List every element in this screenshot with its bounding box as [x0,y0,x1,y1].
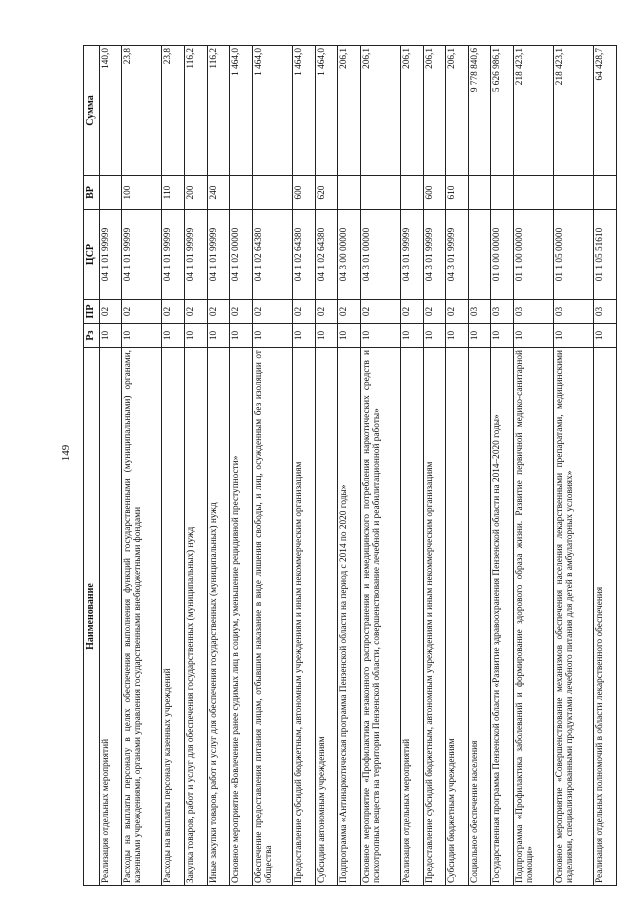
cell-sum: 5 626 986,1 [491,46,514,176]
cell-vr: 600 [423,176,446,210]
cell-name: Реализация отдельных полномочий в области лекарственного обеспечения [594,348,617,886]
cell-rz: 10 [162,324,185,348]
cell-csr: 04 3 01 99999 [400,210,423,300]
cell-pr: 03 [554,300,594,324]
cell-csr: 04 1 01 99999 [162,210,185,300]
table-row [468,46,491,886]
cell-name: Предоставление субсидий бюджетным, автономным учреждениям и иным некоммерческим организациям [423,348,446,886]
cell-vr: 600 [293,176,316,210]
table-row [207,46,230,886]
cell-vr: 110 [162,176,185,210]
cell-name: Обеспечение предоставления питания лицам, отбывшим наказание в виде лишения свободы, и лиц, осужденным без изоляции от общества [252,348,292,886]
cell-pr: 02 [446,300,469,324]
cell-rz: 10 [252,324,292,348]
cell-name: Предоставление субсидий бюджетным, автономным учреждениям и иным некоммерческим организациям [293,348,316,886]
cell-vr [360,176,400,210]
table-row [230,46,253,886]
cell-rz: 10 [400,324,423,348]
cell-name: Подпрограмма «Антинаркотическая программа Пензенской области на период с 2014 по 2020 годы» [338,348,361,886]
cell-sum: 23,8 [162,46,185,176]
cell-name: Реализация отдельных мероприятий [400,348,423,886]
table-row [338,46,361,886]
page-number: 149 [60,444,72,462]
cell-pr: 02 [293,300,316,324]
cell-rz: 10 [99,324,122,348]
cell-sum: 206,1 [338,46,361,176]
cell-name: Расходы на выплаты персоналу в целях обеспечения выполнения функций государственными (муниципальными) органами, казенными учреждениями, органами управления государственными внебюджетными фондами [122,348,162,886]
cell-rz: 10 [315,324,338,348]
cell-name: Государственная программа Пензенской области «Развитие здравоохранения Пензенской области на 2014–2020 годы» [491,348,514,886]
cell-csr: 01 1 05 51610 [594,210,617,300]
cell-vr [514,176,554,210]
cell-vr [230,176,253,210]
cell-sum: 1 464,0 [230,46,253,176]
cell-rz: 10 [468,324,491,348]
cell-sum: 116,2 [185,46,208,176]
cell-sum: 140,0 [99,46,122,176]
cell-pr: 03 [468,300,491,324]
cell-vr: 100 [122,176,162,210]
table-row [400,46,423,886]
cell-name: Реализация отдельных мероприятий [99,348,122,886]
cell-rz: 10 [423,324,446,348]
table-row [252,46,292,886]
cell-rz: 10 [491,324,514,348]
cell-sum: 116,2 [207,46,230,176]
cell-name: Основное мероприятие «Вовлечение ранее судимых лиц в социум, уменьшение рецидивной преступности» [230,348,253,886]
table-row [554,46,594,886]
cell-csr: 04 1 02 00000 [230,210,253,300]
cell-rz: 10 [360,324,400,348]
cell-name: Социальное обеспечение населения [468,348,491,886]
cell-name: Субсидии бюджетным учреждениям [446,348,469,886]
cell-pr: 02 [315,300,338,324]
cell-csr: 04 3 01 00000 [360,210,400,300]
cell-pr: 02 [99,300,122,324]
table-body [99,46,616,886]
cell-sum: 206,1 [400,46,423,176]
cell-pr: 02 [400,300,423,324]
cell-csr: 04 1 01 99999 [185,210,208,300]
budget-table [83,45,617,886]
table-row [99,46,122,886]
cell-pr: 02 [122,300,162,324]
cell-csr: 04 3 01 99999 [423,210,446,300]
cell-csr: 04 1 02 64380 [315,210,338,300]
cell-csr: 01 0 00 00000 [491,210,514,300]
cell-vr: 620 [315,176,338,210]
cell-vr [554,176,594,210]
cell-vr [99,176,122,210]
cell-rz: 10 [230,324,253,348]
cell-sum: 206,1 [360,46,400,176]
cell-pr: 02 [207,300,230,324]
cell-rz: 10 [446,324,469,348]
cell-pr: 03 [594,300,617,324]
cell-pr: 02 [338,300,361,324]
cell-name: Подпрограмма «Профилактика заболеваний и формирование здорового образа жизни. Развитие первичной медико-санитарной помощи» [514,348,554,886]
cell-csr: 04 3 00 00000 [338,210,361,300]
header-pr: ПР [84,300,100,324]
cell-csr: 04 1 02 64380 [252,210,292,300]
cell-rz: 10 [293,324,316,348]
header-name: Наименование [84,348,100,886]
table-row [122,46,162,886]
cell-sum: 9 778 840,6 [468,46,491,176]
table-row [185,46,208,886]
cell-pr: 02 [252,300,292,324]
cell-vr [252,176,292,210]
cell-pr: 02 [162,300,185,324]
cell-name: Закупка товаров, работ и услуг для обеспечения государственных (муниципальных) нужд [185,348,208,886]
cell-pr: 03 [514,300,554,324]
table-row [423,46,446,886]
cell-sum: 1 464,0 [252,46,292,176]
cell-vr: 610 [446,176,469,210]
cell-rz: 10 [514,324,554,348]
cell-pr: 02 [185,300,208,324]
cell-pr: 02 [423,300,446,324]
cell-sum: 206,1 [446,46,469,176]
cell-pr: 03 [491,300,514,324]
header-sum: Сумма [84,46,100,176]
cell-csr: 04 1 01 99999 [207,210,230,300]
cell-csr: 04 1 01 99999 [99,210,122,300]
cell-rz: 10 [122,324,162,348]
table-row [315,46,338,886]
cell-vr [338,176,361,210]
cell-csr: 04 3 01 99999 [446,210,469,300]
cell-csr: 01 1 05 00000 [554,210,594,300]
cell-sum: 1 464,0 [315,46,338,176]
table-row [360,46,400,886]
header-csr: ЦСР [84,210,100,300]
cell-vr [594,176,617,210]
cell-sum: 206,1 [423,46,446,176]
cell-rz: 10 [554,324,594,348]
header-vr: ВР [84,176,100,210]
table-header-row [84,46,100,886]
table-row [293,46,316,886]
cell-pr: 02 [360,300,400,324]
cell-rz: 10 [594,324,617,348]
cell-vr [468,176,491,210]
cell-name: Основное мероприятие «Совершенствование механизмов обеспечения населения лекарственными препаратами, медицинскими изделиями, специализированными продуктами лечебного питания для детей в амбулаторных условиях» [554,348,594,886]
cell-name: Субсидии автономным учреждениям [315,348,338,886]
cell-rz: 10 [207,324,230,348]
cell-name: Иные закупки товаров, работ и услуг для обеспечения государственных (муниципальных) нужд [207,348,230,886]
cell-csr [468,210,491,300]
table-row [491,46,514,886]
cell-vr: 200 [185,176,208,210]
table-row [446,46,469,886]
cell-sum: 64 428,7 [594,46,617,176]
cell-rz: 10 [185,324,208,348]
cell-sum: 218 423,1 [554,46,594,176]
cell-csr: 01 1 00 00000 [514,210,554,300]
cell-sum: 23,8 [122,46,162,176]
cell-name: Основное мероприятие «Профилактика незаконного распространения и немедицинского потребления наркотических средств и психотропных веществ на территории Пензенской области, совершенствование лечебной и реабилитационной работы» [360,348,400,886]
cell-vr [491,176,514,210]
cell-vr [400,176,423,210]
table-row [162,46,185,886]
cell-csr: 04 1 01 99999 [122,210,162,300]
cell-rz: 10 [338,324,361,348]
cell-sum: 218 423,1 [514,46,554,176]
cell-pr: 02 [230,300,253,324]
cell-vr: 240 [207,176,230,210]
table-row [594,46,617,886]
table-row [514,46,554,886]
cell-sum: 1 464,0 [293,46,316,176]
rotated-table-container [83,46,617,886]
cell-name: Расходы на выплаты персоналу казенных учреждений [162,348,185,886]
header-rz: Рз [84,324,100,348]
cell-csr: 04 1 02 64380 [293,210,316,300]
